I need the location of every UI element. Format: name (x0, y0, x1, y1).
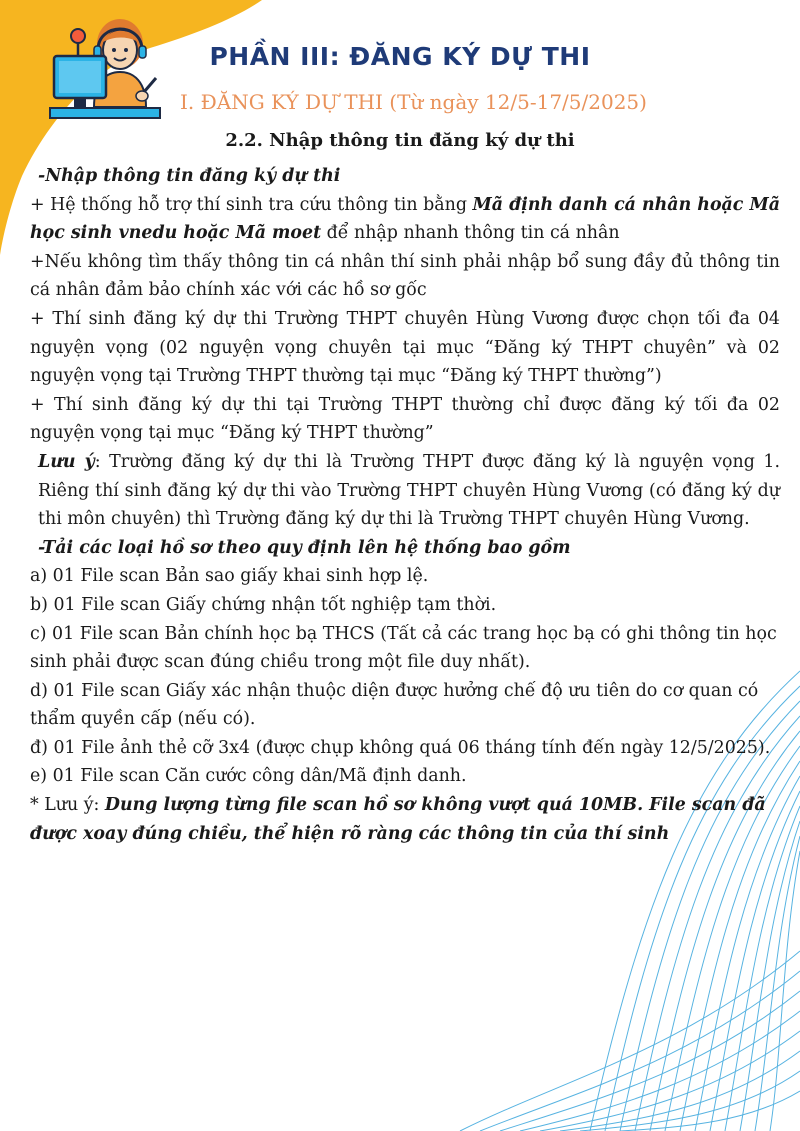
list-item: d) 01 File scan Giấy xác nhận thuộc diện được hưởng chế độ ưu tiên do cơ quan có thẩm quyền cấp (nếu có). (30, 680, 759, 730)
list-item: a) 01 File scan Bản sao giấy khai sinh hợp lệ. (30, 566, 429, 587)
paragraph-upload-heading: -Tải các loại hồ sơ theo quy định lên hệ thống bao gồm (38, 537, 571, 558)
list-item: c) 01 File scan Bản chính học bạ THCS (Tất cả các trang học bạ có ghi thông tin học sinh phải được scan đúng chiều trong một file duy nhất). (30, 623, 777, 673)
list-item: đ) 01 File ảnh thẻ cỡ 3x4 (được chụp không quá 06 tháng tính đến ngày 12/5/2025). (30, 737, 771, 758)
paragraph-not-found: +Nếu không tìm thấy thông tin cá nhân thí sinh phải nhập bổ sung đầy đủ thông tin cá nhân đảm bảo chính xác với các hồ sơ gốc (30, 251, 780, 301)
subsection-title: 2.2. Nhập thông tin đăng ký dự thi (225, 130, 575, 151)
list-item: e) 01 File scan Căn cước công dân/Mã định danh. (30, 766, 467, 787)
document-body (30, 162, 780, 848)
paragraph-specialized-school: + Thí sinh đăng ký dự thi Trường THPT chuyên Hùng Vương được chọn tối đa 04 nguyện vọng (02 nguyện vọng chuyên tại mục “Đăng ký THPT chuyên” và 02 nguyện vọng tại Trường THPT thường tại mục “Đăng ký THPT thường”) (30, 308, 780, 387)
list-item: b) 01 File scan Giấy chứng nhận tốt nghiệp tạm thời. (30, 594, 497, 615)
part-title: PHẦN III: ĐĂNG KÝ DỰ THI (209, 42, 591, 71)
paragraph-note: Lưu ý: Trường đăng ký dự thi là Trường THPT được đăng ký là nguyện vọng 1. Riêng thí sinh đăng ký dự thi vào Trường THPT chuyên Hùng Vương (có đăng ký dự thi môn chuyên) thì Trường đăng ký dự thi là Trường THPT chuyên Hùng Vương. (38, 451, 780, 530)
paragraph-regular-school: + Thí sinh đăng ký dự thi tại Trường THPT thường chỉ được đăng ký tối đa 02 nguyện vọng tại mục “Đăng ký THPT thường” (30, 394, 780, 444)
paragraph-input-heading: -Nhập thông tin đăng ký dự thi (38, 166, 341, 186)
section-title: I. ĐĂNG KÝ DỰ THI (Từ ngày 12/5-17/5/2025) (180, 90, 647, 114)
paragraph-file-size-note: * Lưu ý: Dung lượng từng file scan hồ sơ không vượt quá 10MB. File scan đã được xoay đúng chiều, thể hiện rõ ràng các thông tin của thí sinh (30, 795, 766, 844)
paragraph-lookup: + Hệ thống hỗ trợ thí sinh tra cứu thông tin bằng Mã định danh cá nhân hoặc Mã học sinh vnedu hoặc Mã moet để nhập nhanh thông tin cá nhân (30, 194, 780, 244)
